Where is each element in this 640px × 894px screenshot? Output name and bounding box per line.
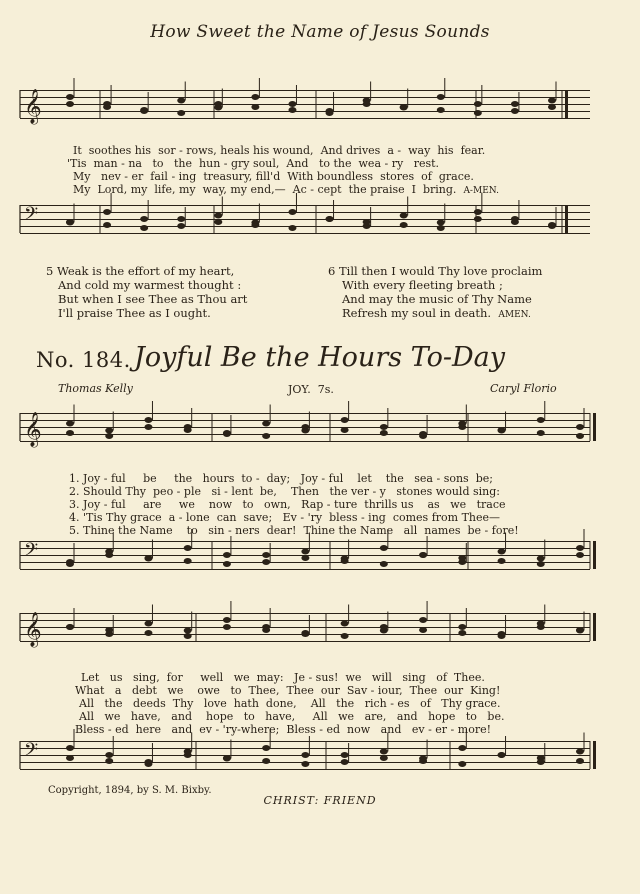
bass-clef-icon: 𝄢 bbox=[24, 204, 39, 229]
hymn-title: Joyful Be the Hours To-Day bbox=[134, 342, 505, 373]
notehead bbox=[458, 624, 466, 630]
notehead bbox=[301, 630, 309, 636]
bass-clef-icon: 𝄢 bbox=[24, 540, 39, 565]
notehead bbox=[537, 556, 545, 562]
notehead bbox=[400, 213, 408, 219]
notehead bbox=[576, 627, 584, 633]
tune-label: JOY. 7s. bbox=[288, 383, 334, 396]
verse-5: 5 Weak is the effort of my heart, And cold my warmest thought : But when I see Thee as Thou art I'll praise Thee as I ought. bbox=[46, 264, 248, 320]
notehead bbox=[66, 94, 74, 100]
notehead bbox=[251, 222, 259, 228]
notehead bbox=[301, 555, 309, 561]
notehead bbox=[223, 561, 231, 567]
notehead bbox=[301, 752, 309, 758]
notehead bbox=[548, 98, 556, 104]
notehead bbox=[474, 209, 482, 215]
notehead bbox=[288, 107, 296, 113]
notehead bbox=[380, 749, 388, 755]
notehead bbox=[144, 555, 152, 561]
notehead bbox=[184, 427, 192, 433]
footer-topic: CHRIST: FRIEND bbox=[263, 794, 377, 807]
treble-clef-icon: 𝄞 bbox=[24, 412, 42, 447]
notehead bbox=[66, 219, 74, 225]
notehead bbox=[288, 101, 296, 107]
notehead bbox=[223, 617, 231, 623]
notehead bbox=[66, 101, 74, 107]
system2-lyric-1: Let us sing, for well we may: Je - sus! we will sing of Thee. bbox=[81, 671, 485, 684]
notehead bbox=[419, 552, 427, 558]
copyright-notice: Copyright, 1894, by S. M. Bixby. bbox=[48, 785, 212, 796]
notehead bbox=[140, 225, 148, 231]
final-barline bbox=[593, 413, 596, 441]
notehead bbox=[474, 101, 482, 107]
notehead bbox=[380, 545, 388, 551]
notehead bbox=[548, 104, 556, 110]
notehead bbox=[214, 213, 222, 219]
notehead bbox=[380, 561, 388, 567]
notehead bbox=[511, 219, 519, 225]
hymn-composer: Caryl Florio bbox=[490, 382, 557, 395]
treble-clef-icon: 𝄞 bbox=[24, 89, 42, 124]
system1-lyric-5: 5. Thine the Name to sin - ners dear! Thine the Name all names be - fore! bbox=[69, 524, 519, 537]
system2-lyric-3: All the deeds Thy love hath done, All the rich - es of Thy grace. bbox=[79, 697, 501, 710]
notehead bbox=[458, 761, 466, 767]
notehead bbox=[437, 107, 445, 113]
notehead bbox=[251, 104, 259, 110]
notehead bbox=[511, 108, 519, 114]
notehead bbox=[223, 430, 231, 436]
notehead bbox=[498, 752, 506, 758]
notehead bbox=[262, 433, 270, 439]
final-barline bbox=[593, 741, 596, 769]
final-barline bbox=[565, 90, 568, 118]
notehead bbox=[458, 555, 466, 561]
notehead bbox=[576, 545, 584, 551]
verse-6: 6 Till then I would Thy love proclaim With every fleeting breath ; And may the music of Thy Name Refresh my soul in death. AMEN. bbox=[328, 264, 543, 320]
notehead bbox=[380, 424, 388, 430]
top-lyric-line-4: My Lord, my life, my way, my end,— Ac - cept the praise I bring. A-MEN. bbox=[73, 183, 499, 196]
notehead bbox=[301, 424, 309, 430]
notehead bbox=[105, 758, 113, 764]
notehead bbox=[103, 104, 111, 110]
notehead bbox=[105, 752, 113, 758]
notehead bbox=[184, 558, 192, 564]
notehead bbox=[184, 633, 192, 639]
notehead bbox=[262, 758, 270, 764]
top-lyric-line-1: It soothes his sor - rows, heals his wound, And drives a - way his fear. bbox=[73, 144, 486, 157]
notehead bbox=[66, 755, 74, 761]
hymn-author: Thomas Kelly bbox=[58, 382, 133, 395]
system1-lyric-4: 4. 'Tis Thy grace a - lone can save; Ev - 'ry bless - ing comes from Thee— bbox=[69, 511, 501, 524]
notehead bbox=[177, 98, 185, 104]
notehead bbox=[262, 559, 270, 565]
system1-lyric-1: 1. Joy - ful be the hours to - day; Joy - ful let the sea - sons be; bbox=[69, 472, 493, 485]
notehead bbox=[262, 627, 270, 633]
notehead bbox=[341, 427, 349, 433]
notehead bbox=[576, 552, 584, 558]
notehead bbox=[103, 222, 111, 228]
notehead bbox=[576, 424, 584, 430]
notehead bbox=[341, 621, 349, 627]
notehead bbox=[341, 417, 349, 423]
notehead bbox=[419, 758, 427, 764]
bass-clef-icon: 𝄢 bbox=[24, 740, 39, 765]
notehead bbox=[548, 222, 556, 228]
notehead bbox=[223, 755, 231, 761]
notehead bbox=[140, 107, 148, 113]
notehead bbox=[262, 745, 270, 751]
notehead bbox=[380, 755, 388, 761]
notehead bbox=[474, 216, 482, 222]
notehead bbox=[326, 110, 334, 116]
notehead bbox=[144, 621, 152, 627]
notehead bbox=[537, 755, 545, 761]
system1-lyric-2: 2. Should Thy peo - ple si - lent be, Then the ver - y stones would sing: bbox=[69, 485, 500, 498]
notehead bbox=[288, 225, 296, 231]
system1-lyric-3: 3. Joy - ful are we now to own, Rap - ture thrills us as we trace bbox=[69, 498, 506, 511]
top-lyric-line-2: 'Tis man - na to the hun - gry soul, And to the wea - ry rest. bbox=[67, 157, 440, 170]
notehead bbox=[474, 110, 482, 116]
notehead bbox=[140, 216, 148, 222]
notehead bbox=[498, 558, 506, 564]
notehead bbox=[437, 225, 445, 231]
final-barline bbox=[565, 205, 568, 233]
notehead bbox=[184, 752, 192, 758]
notehead bbox=[341, 633, 349, 639]
notehead bbox=[184, 628, 192, 634]
running-head: How Sweet the Name of Jesus Sounds bbox=[150, 22, 490, 42]
notehead bbox=[262, 421, 270, 427]
notehead bbox=[144, 424, 152, 430]
top-lyric-line-3: My nev - er fail - ing treasury, fill'd With boundless stores of grace. bbox=[73, 170, 474, 183]
notehead bbox=[498, 549, 506, 555]
notehead bbox=[105, 627, 113, 633]
notehead bbox=[144, 417, 152, 423]
notehead bbox=[380, 624, 388, 630]
notehead bbox=[537, 417, 545, 423]
system2-lyric-2: What a debt we owe to Thee, Thee our Sav - iour, Thee our King! bbox=[75, 684, 501, 697]
notehead bbox=[576, 433, 584, 439]
hymn-number: No. 184. bbox=[36, 348, 131, 372]
final-barline bbox=[593, 541, 596, 569]
notehead bbox=[537, 624, 545, 630]
notehead bbox=[103, 209, 111, 215]
notehead bbox=[576, 749, 584, 755]
notehead bbox=[288, 209, 296, 215]
notehead bbox=[214, 101, 222, 107]
notehead bbox=[537, 430, 545, 436]
notehead bbox=[437, 220, 445, 226]
final-barline bbox=[593, 613, 596, 641]
notehead bbox=[419, 627, 427, 633]
notehead bbox=[184, 545, 192, 551]
notehead bbox=[262, 552, 270, 558]
notehead bbox=[66, 430, 74, 436]
notehead bbox=[341, 759, 349, 765]
notehead bbox=[144, 630, 152, 636]
notehead bbox=[66, 624, 74, 630]
notehead bbox=[458, 630, 466, 636]
notehead bbox=[498, 633, 506, 639]
notehead bbox=[458, 424, 466, 430]
notehead bbox=[66, 421, 74, 427]
notehead bbox=[419, 617, 427, 623]
notehead bbox=[576, 758, 584, 764]
notehead bbox=[223, 552, 231, 558]
notehead bbox=[223, 624, 231, 630]
notehead bbox=[251, 94, 259, 100]
notehead bbox=[380, 430, 388, 436]
notehead bbox=[341, 752, 349, 758]
notehead bbox=[144, 761, 152, 767]
notehead bbox=[105, 428, 113, 434]
notehead bbox=[301, 549, 309, 555]
system2-lyric-5: Bless - ed here and ev - 'ry-where; Bless - ed now and ev - er - more! bbox=[75, 723, 492, 736]
notehead bbox=[66, 561, 74, 567]
notehead bbox=[177, 110, 185, 116]
notehead bbox=[498, 427, 506, 433]
notehead bbox=[363, 101, 371, 107]
notehead bbox=[400, 104, 408, 110]
notehead bbox=[458, 745, 466, 751]
notehead bbox=[363, 219, 371, 225]
notehead bbox=[537, 561, 545, 567]
notehead bbox=[341, 558, 349, 564]
notehead bbox=[66, 745, 74, 751]
notehead bbox=[419, 433, 427, 439]
notehead bbox=[105, 552, 113, 558]
notehead bbox=[400, 222, 408, 228]
notehead bbox=[301, 761, 309, 767]
notehead bbox=[177, 216, 185, 222]
notehead bbox=[105, 433, 113, 439]
notehead bbox=[511, 101, 519, 107]
notehead bbox=[437, 94, 445, 100]
notehead bbox=[214, 219, 222, 225]
system2-lyric-4: All we have, and hope to have, All we are, and hope to be. bbox=[79, 710, 505, 723]
treble-clef-icon: 𝄞 bbox=[24, 612, 42, 647]
notehead bbox=[326, 216, 334, 222]
notehead bbox=[177, 223, 185, 229]
